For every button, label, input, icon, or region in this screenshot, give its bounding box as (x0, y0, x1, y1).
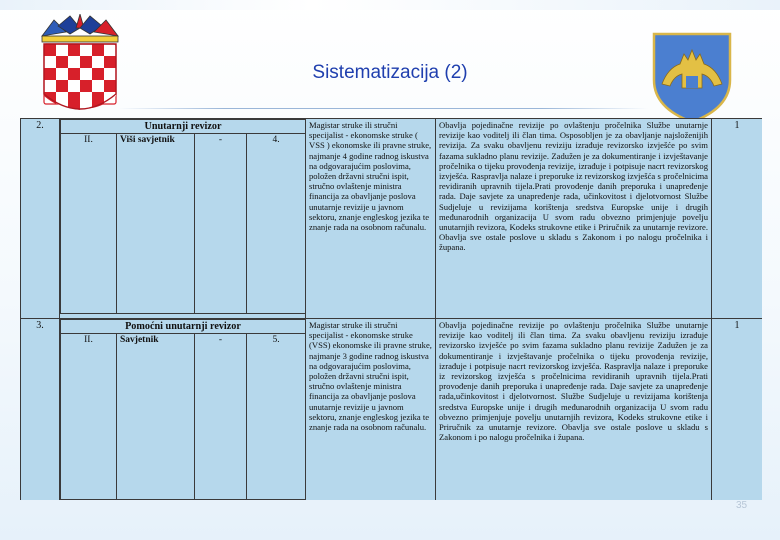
systematization-table (20, 118, 762, 500)
table-row (21, 119, 763, 319)
top-band (0, 0, 780, 10)
employee-count: 1 (712, 319, 763, 501)
category: II. (61, 334, 117, 500)
duties-text: Obavlja pojedinačne revizije po ovlaštenju pročelnika Službe unutarnje revizije kao voditelj ili član tima. Za svaku obavljenu reviziju izrađuje revizorsko izvješće po svim fazama sukladno planu revizije Zadužen je za dokumentiranje i izvještavanje pročelnika o tijeku provođenja revizije, izrađuje i potpisuje nacrt revizorskog izvješća. Raspravlja nalaze i preporuke iz revizorskog izvješća s pročelnicima revidiranih upravnih tijela.Prati provođenje danih preporuka i unapređenje rada. Daje savjete za unapređenje rada,učinkovitost i djelotvornost. Službe Sudjeluje u revizijama korištenja sredstva Europske unije i drugih međunarodnih organizacija U svom radu obvezno primjenjuje povelju unutarnjih revizora, Kodeks strukovne etike i Priručnik za unutarnje revizore. Obavlja sve ostale poslove u skladu s Zakonom i po nalogu pročelnika i župana. (436, 319, 712, 501)
slide-title: Sistematizacija (2) (312, 62, 468, 83)
position-name: Savjetnik (117, 334, 195, 500)
employee-count: 1 (712, 119, 763, 319)
title-divider (118, 108, 648, 109)
requirements-text: Magistar struke ili stručni specijalist - ekonomske struke ( VSS ) ekonomske ili pravne struke, najmanje 4 godine radnog iskustva na odgovarajućim poslovima, položen državni stručni ispit, stručno ovlaštenje ministra financija za obavljanje poslova unutarnje revizije u javnom sektoru, znanje engleskog jezika te znanje rada na osobnom računalu. (306, 119, 436, 319)
subcategory: - (195, 134, 247, 314)
duties-text: Obavlja pojedinačne revizije po ovlaštenju pročelnika Službe unutarnje revizije kao voditelj ili član tima. Osposobljen je za obavljanje najsloženijih revizija. Za svaku obavljenu reviziju izrađuje revizorsko izvješće po svim fazama sukladno planu revizije. Zadužen je za dokumentiranje i izvještavanje pročelnika o tijeku provođenja revizije, izrađuje i potpisuje nacrt revizorskog izvješća. Raspravlja nalaze i preporuke iz revizorskog izvješća s pročelnicima revidiranih upravnih tijela.Prati provođenje danih preporuka i unapređenje rada. Daje savjete za unapređenje rada, učinkovitost i djelotvornost Službe Sudjeluje u revizijama korištenja sredstva Europske unije i drugih međunarodnih organizacija U svom radu obvezno primjenjuje povelju unutarnjih revizora, Kodeks strukovne etike i Priručnik za unutarnje revizore. Obavlja sve ostale poslove u skladu s Zakonom i po nalogu pročelnika i župana. (436, 119, 712, 319)
position-title: Unutarnji revizor (61, 120, 306, 134)
position-cell (60, 119, 306, 319)
table-row (21, 319, 763, 501)
page-number: 35 (736, 500, 748, 511)
scanned-table (20, 118, 762, 500)
row-number: 3. (21, 319, 60, 501)
subcategory: - (195, 334, 247, 500)
position-name: Viši savjetnik (117, 134, 195, 314)
complexity-level: 5. (247, 334, 306, 500)
row-number: 2. (21, 119, 60, 319)
category: II. (61, 134, 117, 314)
requirements-text: Magistar struke ili stručni specijalist - ekonomske struke (VSS) ekonomske ili pravne struke, najmanje 3 godine radnog iskustva na odgovarajućim poslovima, položen državni stručni ispit, stručno ovlaštenje ministra financija za obavljanje poslova unutarnje revizije u javnom sektoru, znanje engleskog jezika te znanje rada na osobnom računalu. (306, 319, 436, 501)
complexity-level: 4. (247, 134, 306, 314)
position-cell (60, 319, 306, 501)
position-title: Pomoćni unutarnji revizor (61, 320, 306, 334)
